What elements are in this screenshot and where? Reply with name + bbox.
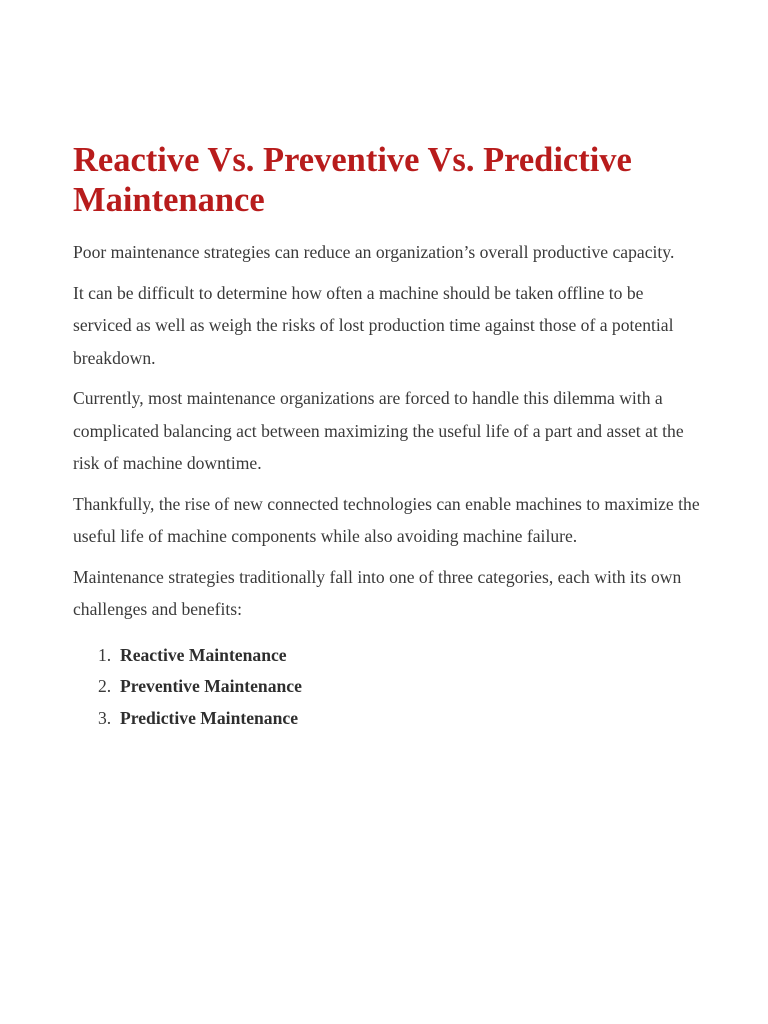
list-item-number: 1. (98, 644, 112, 665)
paragraph-intro: Poor maintenance strategies can reduce an organization’s overall productive capacity. (73, 242, 675, 262)
maintenance-types-list (73, 640, 703, 735)
paragraph-offline: It can be difficult to determine how often a machine should be taken offline to be serviced as well as weigh the risks of lost production time against those of a potential breakdown. (73, 282, 674, 368)
list-item-label: Predictive Maintenance (120, 707, 299, 728)
paragraph-categories: Maintenance strategies traditionally fall into one of three categories, each with its own challenges and benefits: (73, 566, 682, 619)
list-item-label: Preventive Maintenance (120, 676, 302, 696)
list-item (73, 671, 703, 703)
article-container (73, 140, 703, 734)
list-item-number: 2. (98, 676, 112, 696)
article-title: Reactive Vs. Preventive Vs. Predictive Maintenance (73, 141, 632, 219)
paragraph-technologies: Thankfully, the rise of new connected technologies can enable machines to maximize the useful life of machine components while also avoiding machine failure. (73, 493, 700, 546)
list-item (73, 703, 703, 735)
list-item (73, 640, 703, 672)
list-item-label: Reactive Maintenance (120, 644, 287, 665)
paragraph-dilemma: Currently, most maintenance organizations are forced to handle this dilemma with a complicated balancing act between maximizing the useful life of a part and asset at the risk of machine downtime. (73, 388, 684, 473)
list-item-number: 3. (98, 707, 112, 728)
